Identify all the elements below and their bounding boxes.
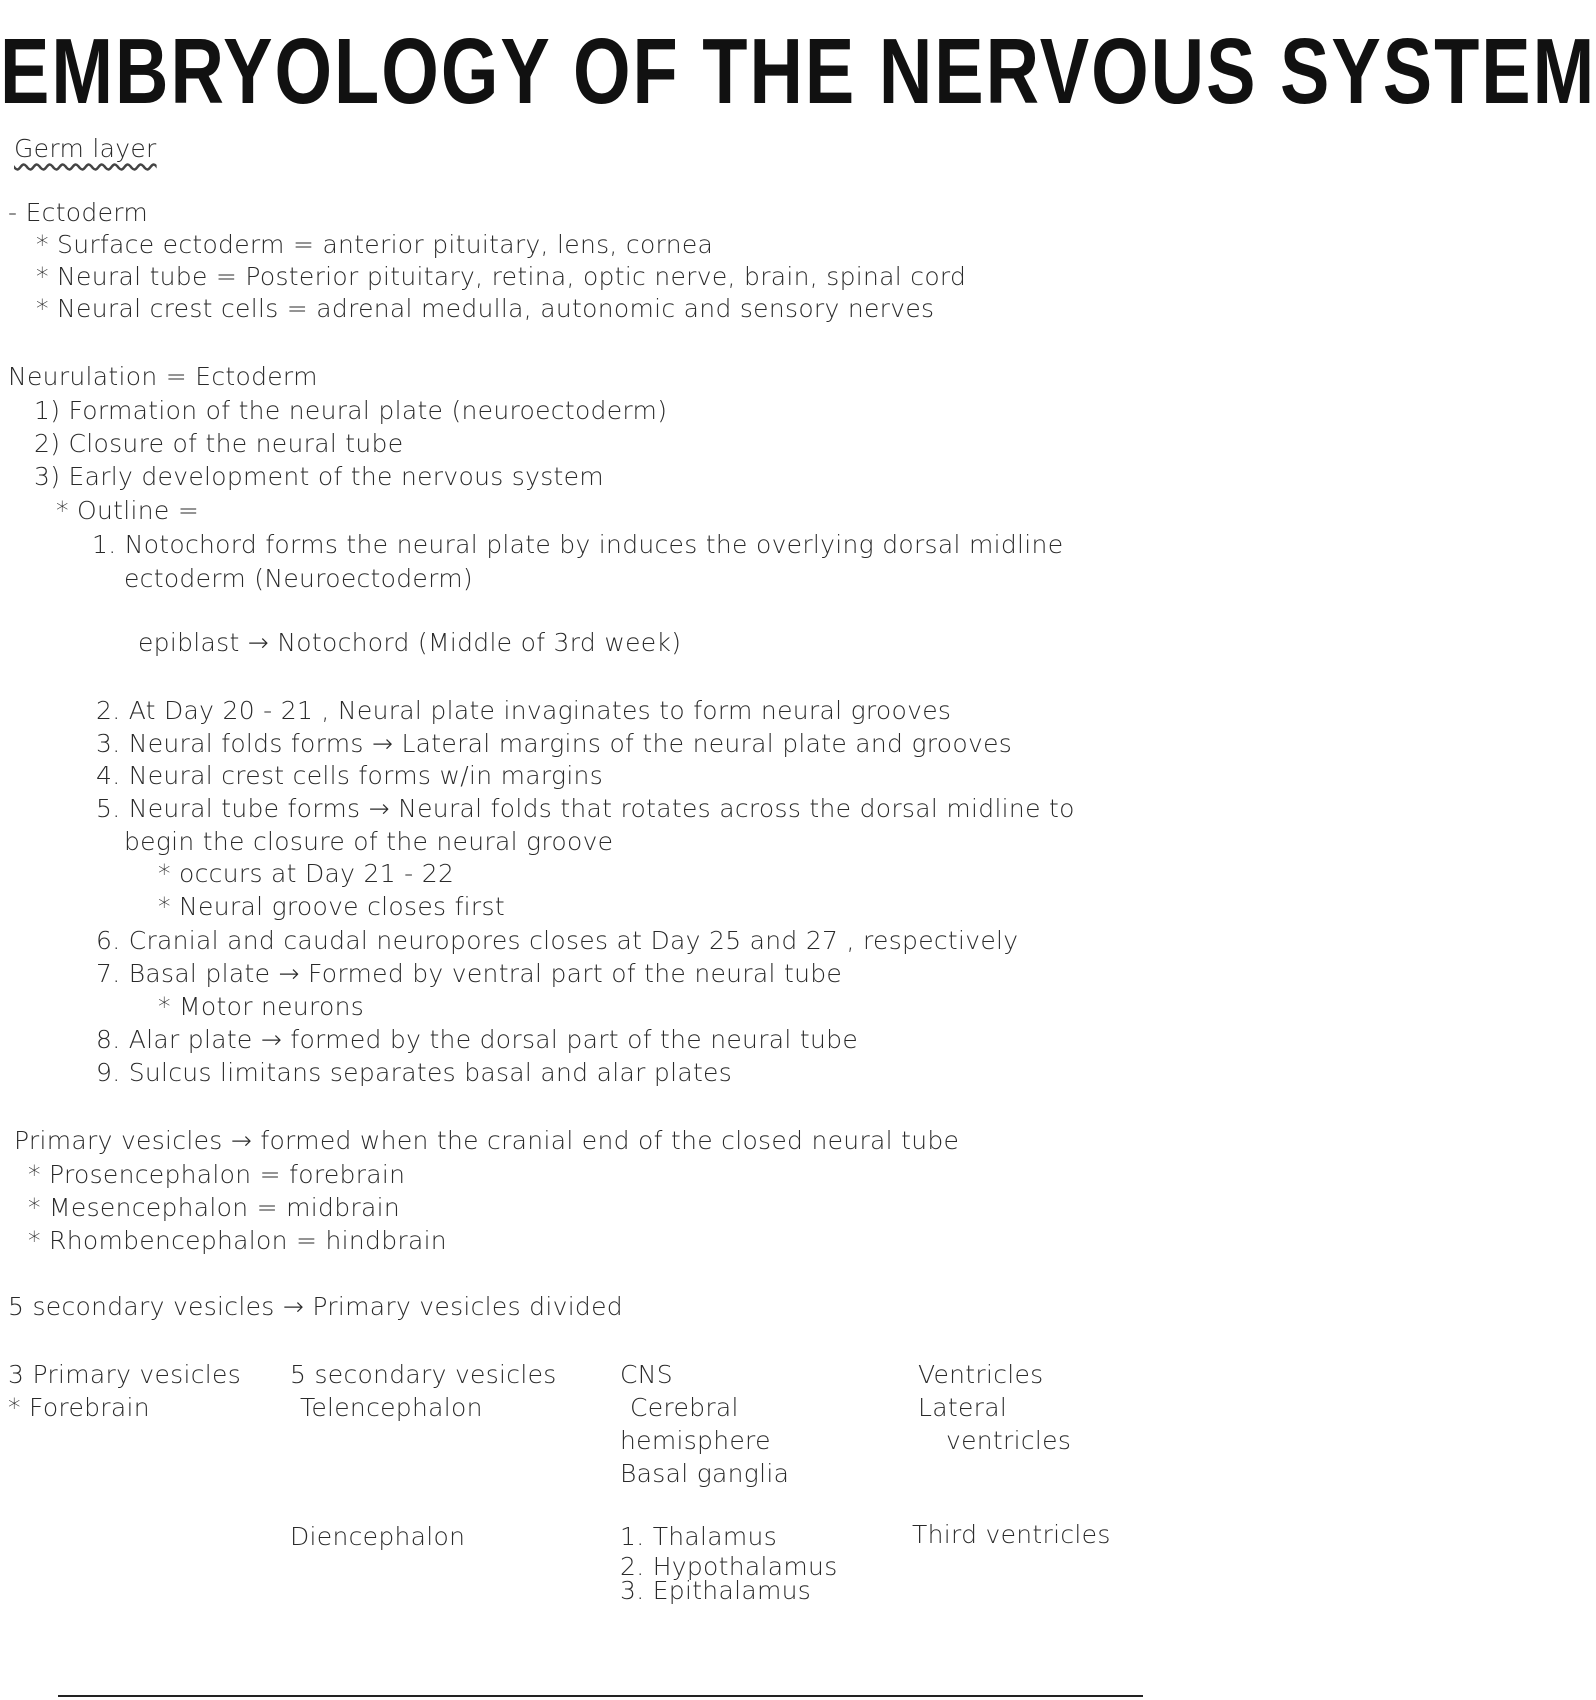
outline-line: * Motor neurons <box>158 992 365 1021</box>
outline-line: 3. Neural folds forms → Lateral margins of the neural plate and grooves <box>96 729 1013 758</box>
table-cell: * Forebrain <box>8 1393 150 1422</box>
neurulation-heading: Neurulation = Ectoderm <box>8 362 318 391</box>
table-cell: 1. Thalamus <box>620 1522 778 1551</box>
table-cell: Cerebral <box>630 1393 739 1422</box>
table-cell: Telencephalon <box>300 1393 483 1422</box>
table-cell: 3. Epithalamus <box>620 1576 812 1605</box>
outline-line: 6. Cranial and caudal neuropores closes at Day 25 and 27 , respectively <box>96 926 1019 955</box>
outline-line: * occurs at Day 21 - 22 <box>158 859 455 888</box>
table-cell: ventricles <box>946 1426 1072 1455</box>
outline-line: 8. Alar plate → formed by the dorsal part of the neural tube <box>96 1025 858 1054</box>
table-header-secondary: 5 secondary vesicles <box>290 1360 557 1389</box>
table-col-ventricles <box>918 1358 1071 1457</box>
table-cell: Basal ganglia <box>620 1459 790 1488</box>
primary-vesicle-item: * Rhombencephalon = hindbrain <box>28 1226 447 1255</box>
outline-line: epiblast → Notochord (Middle of 3rd week) <box>138 628 682 657</box>
bottom-divider <box>58 1695 1143 1697</box>
outline-line: 2. At Day 20 - 21 , Neural plate invaginates to form neural grooves <box>96 696 952 725</box>
table-col-secondary <box>290 1358 557 1424</box>
outline-line: * Neural groove closes first <box>158 892 505 921</box>
table-cell: hemisphere <box>620 1426 771 1455</box>
germ-item: * Surface ectoderm = anterior pituitary, lens, cornea <box>36 230 714 259</box>
outline-line: 1. Notochord forms the neural plate by induces the overlying dorsal midline <box>92 530 1064 559</box>
table-header-ventricles: Ventricles <box>918 1360 1044 1389</box>
outline-line: 4. Neural crest cells forms w/in margins <box>96 761 604 790</box>
table-col-primary <box>8 1358 241 1424</box>
secondary-vesicles-heading: 5 secondary vesicles → Primary vesicles divided <box>8 1292 623 1321</box>
primary-vesicles-heading: Primary vesicles → formed when the cranial end of the closed neural tube <box>14 1126 960 1155</box>
germ-item: * Neural crest cells = adrenal medulla, autonomic and sensory nerves <box>36 294 935 323</box>
outline-label: * Outline = <box>56 496 200 525</box>
outline-line: ectoderm (Neuroectoderm) <box>124 564 473 593</box>
primary-vesicle-item: * Mesencephalon = midbrain <box>28 1193 400 1222</box>
outline-line: begin the closure of the neural groove <box>124 827 614 856</box>
ectoderm-label: - Ectoderm <box>8 198 149 227</box>
germ-item: * Neural tube = Posterior pituitary, retina, optic nerve, brain, spinal cord <box>36 262 967 291</box>
outline-line: 7. Basal plate → Formed by ventral part of the neural tube <box>96 959 843 988</box>
table-header-primary: 3 Primary vesicles <box>8 1360 242 1389</box>
germ-layer-heading: Germ layer <box>14 134 157 163</box>
table-header-cns: CNS <box>620 1360 673 1389</box>
outline-line: 5. Neural tube forms → Neural folds that rotates across the dorsal midline to <box>96 794 1075 823</box>
table-cell: Diencephalon <box>290 1522 466 1551</box>
table-col-cns <box>620 1358 789 1490</box>
primary-vesicle-item: * Prosencephalon = forebrain <box>28 1160 406 1189</box>
outline-line: 9. Sulcus limitans separates basal and alar plates <box>96 1058 733 1087</box>
neurulation-step: 2) Closure of the neural tube <box>34 429 404 458</box>
neurulation-step: 1) Formation of the neural plate (neuroectoderm) <box>34 396 668 425</box>
page-title: EMBRYOLOGY OF THE NERVOUS SYSTEM <box>0 19 1596 123</box>
table-cell: Third ventricles <box>912 1520 1111 1549</box>
neurulation-step: 3) Early development of the nervous system <box>34 462 604 491</box>
table-cell: Lateral <box>918 1393 1008 1422</box>
table-cell: 2. Hypothalamus <box>620 1552 838 1581</box>
